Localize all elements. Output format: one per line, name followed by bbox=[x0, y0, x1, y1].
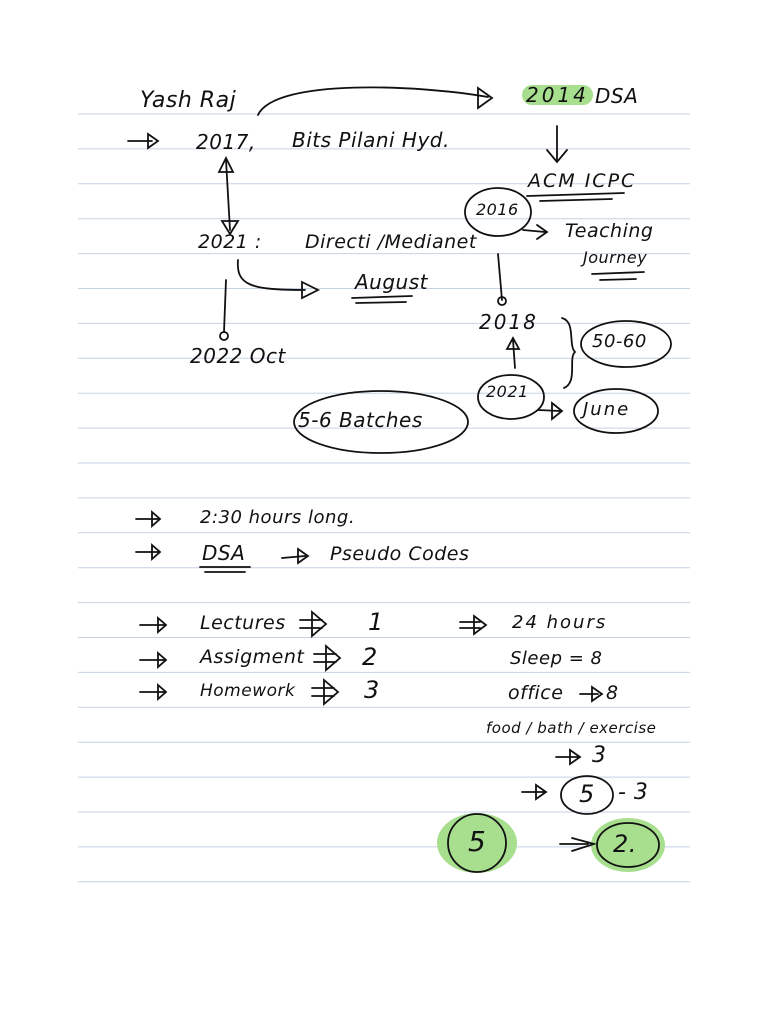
bullet-arrow-hours bbox=[136, 512, 160, 526]
month-august: August bbox=[355, 270, 428, 294]
result-two: 2. bbox=[613, 830, 637, 858]
line-2021-2022 bbox=[224, 280, 226, 332]
arrow-to-two bbox=[560, 838, 594, 851]
arrow-office bbox=[580, 687, 602, 701]
brace bbox=[562, 318, 575, 388]
bullet-arrow-2017 bbox=[128, 134, 158, 148]
food-hours: 3 bbox=[592, 743, 607, 768]
minus-three: - 3 bbox=[618, 780, 649, 805]
college-name: Bits Pilani Hyd. bbox=[292, 128, 450, 152]
year-2022-oct: 2022 Oct bbox=[190, 344, 286, 368]
june-label: June bbox=[583, 399, 631, 420]
remaining-five: 5 bbox=[579, 780, 595, 808]
pseudo-codes: Pseudo Codes bbox=[330, 543, 470, 565]
office-label: office bbox=[508, 682, 564, 704]
year-2017: 2017, bbox=[196, 130, 256, 154]
lectures-number: 1 bbox=[368, 608, 384, 636]
line-2016-2018 bbox=[498, 254, 502, 300]
sleep-hours: Sleep = 8 bbox=[510, 648, 603, 669]
dsa-note: DSA bbox=[202, 541, 246, 565]
homework-number: 3 bbox=[364, 676, 380, 704]
year-2014: 2014 bbox=[522, 85, 593, 105]
year-2016: 2016 bbox=[476, 200, 519, 219]
arrow-to-august bbox=[238, 260, 305, 290]
double-arrow-lectures bbox=[300, 612, 326, 636]
arrow-five-minus bbox=[522, 785, 546, 799]
teaching-label: Teaching bbox=[565, 220, 654, 242]
arrow-dsa-pseudo bbox=[282, 549, 308, 563]
arrow-food-3 bbox=[556, 750, 580, 764]
assignment-number: 2 bbox=[362, 643, 378, 671]
lectures-label: Lectures bbox=[200, 612, 286, 634]
bullet-arrow-lectures bbox=[140, 618, 166, 632]
hours-long: 2:30 hours long. bbox=[200, 507, 356, 528]
assignment-label: Assigment bbox=[200, 646, 305, 668]
double-arrow-assignment bbox=[314, 646, 340, 670]
range-50-60: 50-60 bbox=[592, 331, 647, 352]
office-hours: 8 bbox=[606, 682, 619, 704]
day-hours: 24 hours bbox=[512, 612, 608, 633]
bullet-arrow-dsa bbox=[136, 545, 160, 559]
journey-label: Journey bbox=[583, 248, 648, 267]
year-2021: 2021 : bbox=[198, 231, 262, 253]
arrow-24-hours bbox=[460, 616, 486, 634]
company-name: Directi /Medianet bbox=[305, 231, 477, 253]
year-2018: 2018 bbox=[479, 310, 538, 334]
journey-underline bbox=[592, 272, 644, 280]
line-2017-2021 bbox=[226, 160, 230, 230]
arrowhead-2022 bbox=[220, 332, 228, 340]
double-arrow-homework bbox=[312, 680, 338, 704]
author-name: Yash Raj bbox=[140, 88, 237, 113]
result-five: 5 bbox=[468, 825, 487, 858]
arrow-2016-teaching bbox=[523, 225, 547, 239]
bullet-arrow-homework bbox=[140, 685, 166, 699]
dsa-underline bbox=[200, 567, 250, 572]
august-underline bbox=[352, 296, 412, 303]
dsa-top: DSA bbox=[595, 84, 639, 108]
arc-to-2014-arrow bbox=[258, 87, 488, 115]
arrowhead-2014 bbox=[478, 88, 492, 108]
bullet-arrow-assignment bbox=[140, 653, 166, 667]
food-label: food / bath / exercise bbox=[486, 719, 657, 737]
line-2018-2021 bbox=[513, 340, 515, 368]
homework-label: Homework bbox=[200, 681, 296, 701]
batches-label: 5-6 Batches bbox=[298, 408, 423, 432]
year-2021-circle: 2021 bbox=[486, 382, 529, 401]
acm-icpc: ACM ICPC bbox=[528, 170, 637, 192]
acm-underline bbox=[527, 193, 624, 201]
